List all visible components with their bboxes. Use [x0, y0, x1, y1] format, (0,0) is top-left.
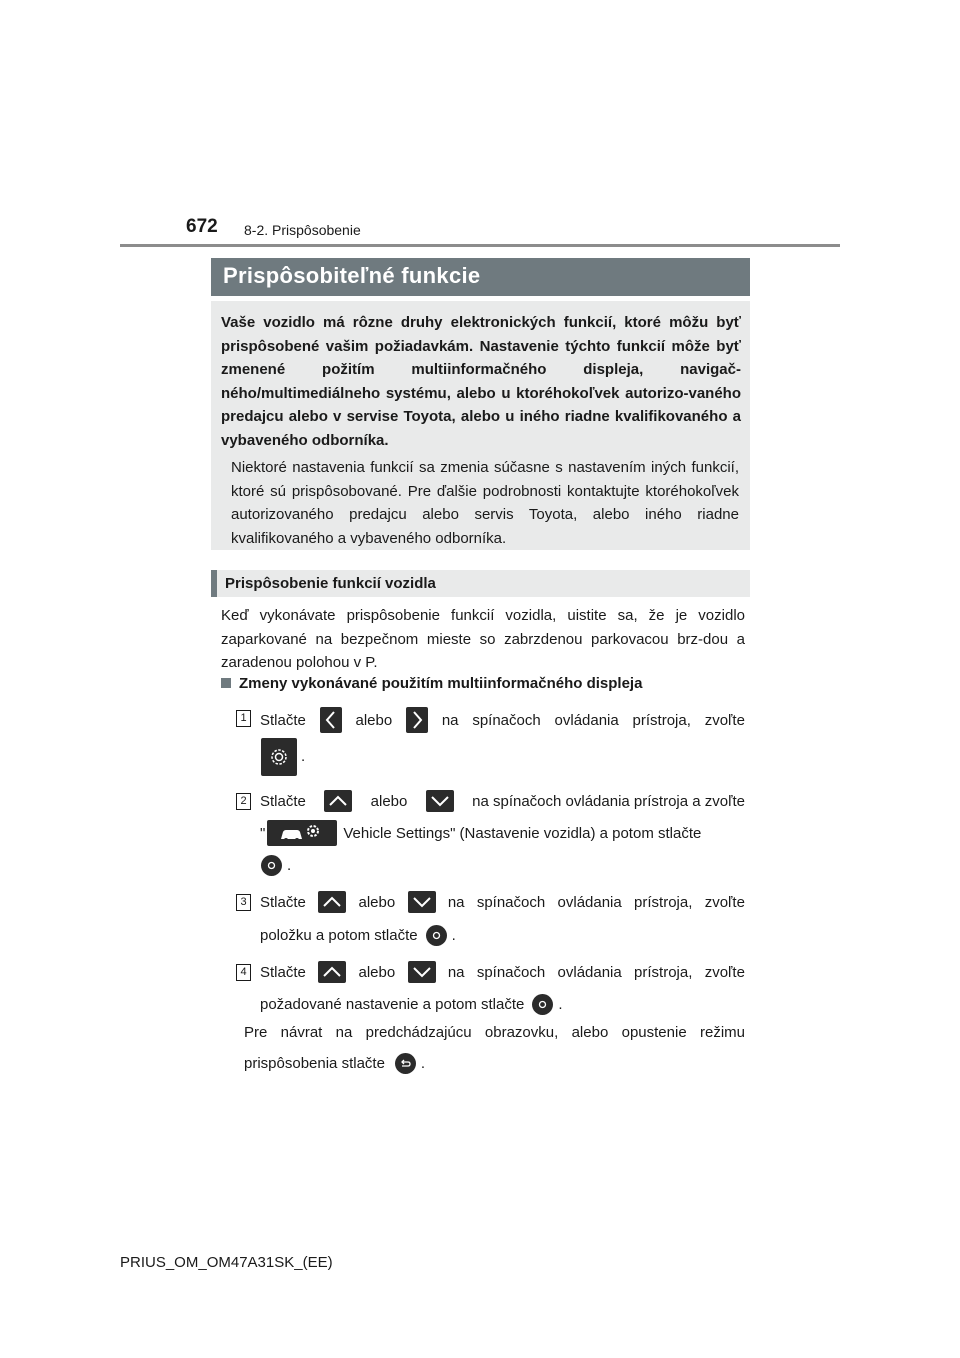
chevron-down-icon	[408, 961, 436, 983]
step-2-word: Stlačte	[260, 792, 306, 810]
subheading-text: Prispôsobenie funkcií vozidla	[225, 575, 436, 592]
step-4-line-2	[260, 992, 563, 1016]
step-2-line-3	[261, 853, 291, 877]
step-2-line-1	[260, 789, 745, 813]
step-3-word: Stlačte	[260, 893, 306, 911]
step-1-word: zvoľte	[704, 711, 745, 729]
step-4-word: prístroja,	[634, 963, 693, 981]
chevron-right-icon	[406, 707, 428, 733]
chevron-down-icon	[426, 790, 454, 812]
chevron-left-icon	[320, 707, 342, 733]
page-number: 672	[186, 216, 218, 237]
chevron-down-icon	[408, 891, 436, 913]
step-1-period: .	[301, 747, 306, 765]
step-1-word: Stlačte	[260, 711, 306, 729]
step-1-line-1	[260, 706, 745, 734]
body-paragraph: Keď vykonávate prispôsobenie funkcií vozidla, uistite sa, že je vozidlo zaparkované na bezpečnom mieste so zabrzdenou parkovacou brz-dou a zaradenou polohou v P.	[221, 607, 745, 671]
subheading-bar	[211, 570, 750, 597]
step-number-2: 2	[236, 793, 251, 810]
step-3-word: zvoľte	[704, 893, 745, 911]
step-1-word: na	[441, 711, 459, 729]
step-4-text: požadované nastavenie a potom stlačte	[260, 995, 525, 1013]
step-number-3: 3	[236, 894, 251, 911]
chevron-up-icon	[324, 790, 352, 812]
step-1-word: ovládania	[554, 711, 619, 729]
chevron-up-icon	[318, 961, 346, 983]
step-4-period: .	[558, 995, 563, 1013]
step-4-word: spínačoch	[476, 963, 546, 981]
step-4-word: ovládania	[557, 963, 622, 981]
intro-bold-text: Vaše vozidlo má rôzne druhy elektronických funkcií, ktoré môžu byť prispôsobené vašim požiadavkám. Nastavenie týchto funkcií môže byť zmenené požitím multiinformačného displeja, navigač-ného/multimediálneho systému, alebo u ktoréhokoľvek autorizo-vaného predajcu alebo v servise Toyota, alebo u iného riadne kvalifikovaného a vybaveného odborníka.	[221, 314, 741, 449]
footer-code: PRIUS_OM_OM47A31SK_(EE)	[120, 1254, 333, 1271]
header-rule	[120, 244, 840, 247]
bullet-heading	[221, 675, 642, 692]
intro-box	[211, 301, 750, 550]
step-2-word: alebo	[370, 792, 408, 810]
step-2-text: Vehicle Settings" (Nastavenie vozidla) a potom stlačte	[343, 824, 702, 842]
step-1-word: spínačoch	[472, 711, 541, 729]
return-note-line-2	[244, 1051, 425, 1075]
bullet-square-icon	[221, 678, 231, 688]
vehicle-settings-icon	[267, 820, 337, 846]
step-4-word: na	[447, 963, 465, 981]
step-3-text: položku a potom stlačte	[260, 926, 418, 944]
step-2-period: .	[287, 856, 292, 874]
settings-gear-icon	[261, 738, 297, 776]
return-note-period: .	[420, 1054, 426, 1072]
step-3-line-2	[260, 923, 456, 947]
back-button-icon	[395, 1053, 416, 1074]
bullet-heading-text: Zmeny vykonávané použitím multiinformačného displeja	[239, 675, 643, 692]
section-label: 8-2. Prispôsobenie	[244, 222, 361, 238]
step-3-word: prístroja,	[634, 893, 693, 911]
step-4-word: Stlačte	[260, 963, 306, 981]
step-3-word: ovládania	[557, 893, 622, 911]
step-4-word: alebo	[358, 963, 396, 981]
step-number-4: 4	[236, 964, 251, 981]
step-1-word: alebo	[355, 711, 393, 729]
ok-button-icon	[532, 994, 553, 1015]
return-note-text: prispôsobenia stlačte	[244, 1054, 385, 1072]
step-2-text: na spínačoch ovládania prístroja a zvoľte	[472, 792, 745, 810]
ok-button-icon	[426, 925, 447, 946]
step-3-period: .	[451, 926, 456, 944]
ok-button-icon	[261, 855, 282, 876]
step-1-line-2	[261, 738, 305, 776]
intro-note: Niektoré nastavenia funkcií sa zmenia súčasne s nastavením iných funkcií, ktoré sú prispôsobované. Pre ďalšie podrobnosti kontaktujte ktoréhokoľvek autorizovaného predajcu alebo servis Toyota, alebo iného riadne kvalifikovaného a vybaveného odborníka.	[231, 459, 739, 547]
step-4-word: zvoľte	[704, 963, 745, 981]
step-1-word: prístroja,	[632, 711, 691, 729]
step-3-word: spínačoch	[476, 893, 546, 911]
subheading-accent	[211, 570, 217, 597]
step-2-line-2	[260, 820, 701, 846]
step-3-word: alebo	[358, 893, 396, 911]
return-note-line-1: Pre návrat na predchádzajúcu obrazovku, alebo opustenie režimu	[244, 1024, 745, 1041]
step-4-line-1	[260, 960, 745, 984]
step-3-word: na	[447, 893, 465, 911]
title-bar	[211, 258, 750, 296]
page-title: Prispôsobiteľné funkcie	[223, 263, 481, 288]
step-2-quote: "	[260, 824, 266, 842]
step-number-1: 1	[236, 710, 251, 727]
step-3-line-1	[260, 890, 745, 914]
chevron-up-icon	[318, 891, 346, 913]
